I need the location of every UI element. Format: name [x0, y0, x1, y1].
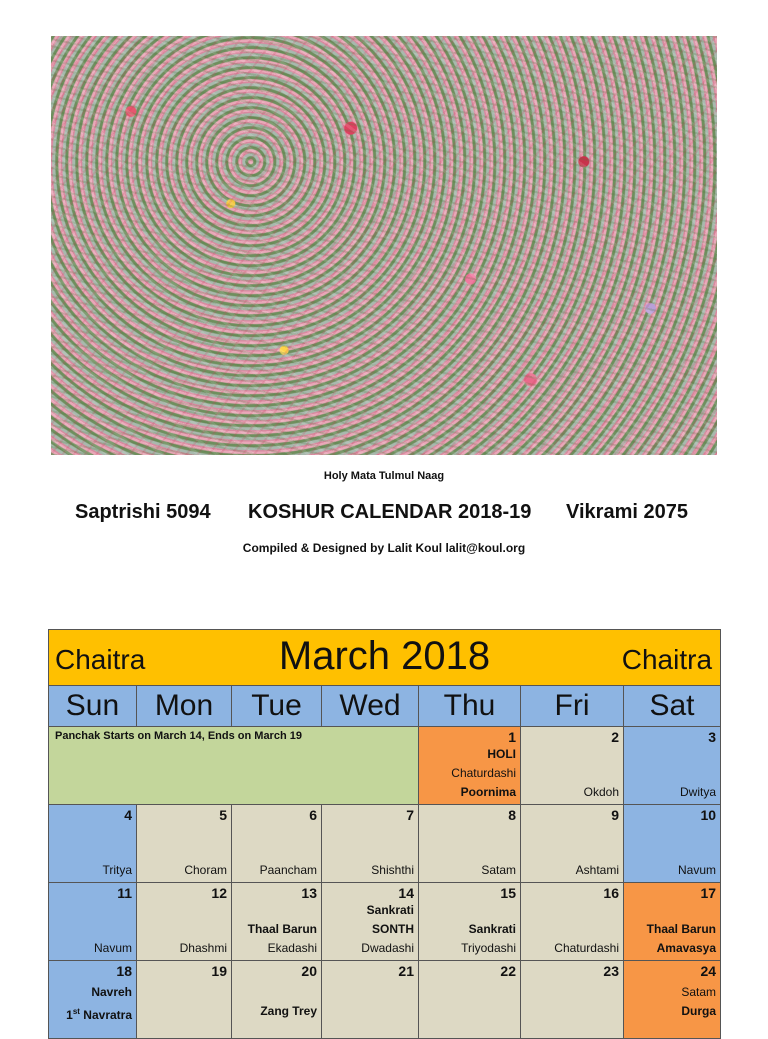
navratra-ordinal-suffix: st [72, 1007, 80, 1016]
flower-petals-photo [51, 36, 717, 455]
festival-label: Thaal Barun [247, 922, 317, 936]
weekday-header-row [49, 686, 721, 727]
day-notes [576, 861, 619, 880]
day-number: 4 [124, 807, 132, 823]
day-cell [137, 883, 232, 961]
festival-label [66, 1002, 132, 1025]
day-number: 20 [301, 963, 317, 979]
day-notes [248, 920, 317, 958]
tithi-label: Satam [681, 985, 717, 999]
week-row [49, 805, 721, 883]
day-cell [322, 805, 419, 883]
tithi-label: Dwitya [680, 785, 717, 799]
festival-label: Sankrati [366, 903, 414, 917]
day-number: 3 [708, 729, 717, 745]
panchak-notice-cell [49, 727, 419, 805]
day-cell [232, 961, 322, 1039]
day-notes [680, 783, 716, 802]
tithi-label: Chaturdashi [554, 941, 619, 955]
day-number: 18 [116, 963, 132, 979]
day-notes [678, 861, 716, 880]
weekday-sat: Sat [624, 686, 721, 727]
tithi-label: Satam [481, 863, 516, 877]
week-row [49, 961, 721, 1039]
festival-label: Durga [681, 1004, 717, 1018]
day-notes [66, 983, 132, 1025]
day-number: 12 [211, 885, 227, 901]
weekday-mon: Mon [137, 686, 232, 727]
tithi-label: Ekadashi [267, 941, 317, 955]
week-row [49, 883, 721, 961]
day-cell [419, 961, 521, 1039]
day-notes [94, 939, 132, 958]
day-number: 15 [500, 885, 516, 901]
tithi-label: Dhashmi [179, 941, 227, 955]
day-number: 22 [500, 963, 516, 979]
weekday-thu: Thu [419, 686, 521, 727]
festival-label: SONTH [372, 922, 414, 936]
tithi-label: Okdoh [583, 785, 619, 799]
day-cell [521, 883, 624, 961]
day-cell [521, 961, 624, 1039]
hindu-month-left: Chaitra [55, 644, 146, 675]
day-cell [49, 883, 137, 961]
day-number: 24 [700, 963, 717, 979]
day-number: 2 [611, 729, 619, 745]
day-cell [624, 961, 721, 1039]
day-number: 23 [603, 963, 619, 979]
calendar-title-row [0, 501, 768, 525]
tithi-label: Navum [678, 863, 717, 877]
day-number: 17 [700, 885, 717, 901]
day-number: 10 [700, 807, 717, 823]
festival-label: Zang Trey [260, 1004, 317, 1018]
day-cell [232, 883, 322, 961]
day-number: 19 [211, 963, 227, 979]
festival-label: HOLI [487, 747, 516, 761]
navratra-ordinal: 1 [66, 1008, 73, 1022]
month-title: March 2018 [278, 634, 491, 678]
day-notes [260, 1002, 317, 1021]
tithi-label: Navum [93, 941, 132, 955]
weekday-fri: Fri [521, 686, 624, 727]
day-cell [521, 727, 624, 805]
festival-label: Navreh [91, 985, 132, 999]
tithi-label: Poornima [460, 785, 516, 799]
tithi-label: Paancham [259, 863, 317, 877]
day-number: 9 [611, 807, 619, 823]
day-notes [451, 745, 516, 802]
day-notes [180, 939, 227, 958]
day-notes [102, 861, 132, 880]
day-number: 7 [406, 807, 414, 823]
day-cell [322, 883, 419, 961]
day-cell [232, 805, 322, 883]
festival-label: Sankrati [468, 922, 516, 936]
day-cell [137, 805, 232, 883]
day-number: 16 [603, 885, 619, 901]
month-calendar [48, 629, 721, 1039]
tithi-label: Choram [184, 863, 227, 877]
day-cell [49, 961, 137, 1039]
day-number: 5 [219, 807, 227, 823]
navratra-label: Navratra [79, 1008, 132, 1022]
day-notes [371, 861, 414, 880]
month-header [49, 630, 721, 686]
day-cell [322, 961, 419, 1039]
saptrishi-year: Saptrishi 5094 [75, 501, 211, 523]
day-cell [419, 883, 521, 961]
day-cell [419, 727, 521, 805]
day-number: 13 [301, 885, 317, 901]
day-number: 14 [398, 885, 414, 901]
tithi-label: Dwadashi [361, 941, 414, 955]
day-notes [681, 983, 716, 1021]
day-cell [419, 805, 521, 883]
day-notes [647, 920, 716, 958]
day-number: 21 [398, 963, 414, 979]
tithi-label: Shishthi [371, 863, 414, 877]
day-notes [361, 901, 414, 958]
day-cell [521, 805, 624, 883]
tithi-label: Tritya [102, 863, 132, 877]
day-notes [184, 861, 227, 880]
weekday-sun: Sun [49, 686, 137, 727]
day-notes [461, 920, 516, 958]
calendar-title: KOSHUR CALENDAR 2018-19 [248, 501, 532, 523]
day-notes [260, 861, 317, 880]
day-number: 11 [117, 885, 132, 901]
hindu-month-right: Chaitra [621, 644, 713, 675]
festival-label: Thaal Barun [646, 922, 717, 936]
day-number: 6 [309, 807, 317, 823]
day-notes [554, 939, 619, 958]
credit-line: Compiled & Designed by Lalit Koul lalit@koul.org [242, 541, 526, 555]
tithi-label: Ashtami [575, 863, 619, 877]
weekday-wed: Wed [322, 686, 419, 727]
day-number: 8 [508, 807, 516, 823]
day-notes [584, 783, 619, 802]
weekday-tue: Tue [232, 686, 322, 727]
panchak-notice: Panchak Starts on March 14, Ends on March 19 [55, 730, 302, 742]
photo-caption: Holy Mata Tulmul Naag [323, 470, 445, 482]
week-row [49, 727, 721, 805]
day-cell [624, 883, 721, 961]
day-cell [49, 805, 137, 883]
vikrami-year: Vikrami 2075 [566, 501, 688, 523]
day-cell [624, 727, 721, 805]
tithi-label: Chaturdashi [451, 766, 516, 780]
tithi-label: Triyodashi [461, 941, 516, 955]
tithi-label: Amavasya [656, 941, 717, 955]
day-cell [624, 805, 721, 883]
month-header-row [49, 630, 721, 686]
day-notes [481, 861, 516, 880]
day-number: 1 [508, 729, 516, 745]
day-cell [137, 961, 232, 1039]
